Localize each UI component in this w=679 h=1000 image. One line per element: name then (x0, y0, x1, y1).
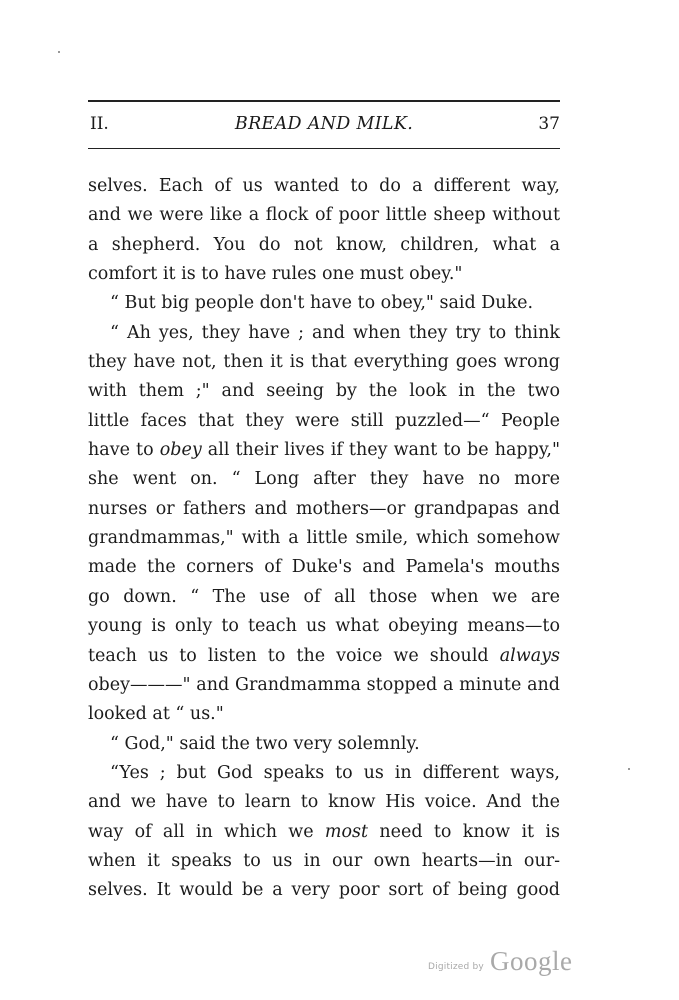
text-run: when it speaks to us in our own hearts—in our- (88, 850, 560, 871)
text-run: comfort it is to have rules one must obey." (88, 264, 463, 285)
text-line (88, 524, 560, 553)
text-line (88, 348, 560, 377)
text-run: need to know it is (368, 821, 560, 842)
text-run: nurses or fathers and mothers—or grandpapas and (88, 498, 560, 519)
text-line (88, 260, 560, 289)
page-speck (58, 51, 60, 53)
text-run: with them ;" and seeing by the look in the two (88, 381, 560, 402)
text-run: little faces that they were still puzzled—“ People (88, 410, 560, 431)
text-line (88, 730, 560, 759)
text-line (88, 818, 560, 847)
text-line (88, 495, 560, 524)
page-speck (628, 768, 630, 770)
chapter-title: BREAD AND MILK. (234, 114, 414, 134)
text-line (88, 553, 560, 582)
text-line (88, 201, 560, 230)
text-line (88, 319, 560, 348)
text-run: go down. “ The use of all those when we are (88, 586, 560, 607)
text-run: and we have to learn to know His voice. And the (88, 792, 560, 813)
text-line (88, 289, 560, 318)
body-text (88, 172, 560, 906)
text-run: and we were like a flock of poor little sheep without (88, 205, 560, 226)
text-line (88, 583, 560, 612)
text-run: “Yes ; but God speaks to us in different ways, (110, 762, 560, 783)
text-line (88, 876, 560, 905)
text-line (88, 612, 560, 641)
italic-text: obey (159, 440, 202, 461)
text-run: a shepherd. You do not know, children, what a (88, 234, 560, 255)
text-run: “ God," said the two very solemnly. (110, 733, 420, 754)
text-line (88, 759, 560, 788)
text-run: grandmammas," with a little smile, which somehow (88, 528, 560, 549)
header-bottom-rule (88, 148, 560, 149)
text-line (88, 671, 560, 700)
text-run: she went on. “ Long after they have no more (88, 469, 560, 490)
text-run: way of all in which we (88, 821, 325, 842)
italic-text: always (499, 645, 560, 666)
text-run: selves. It would be a very poor sort of being good (88, 880, 560, 901)
text-line (88, 436, 560, 465)
watermark-caption: Digitized by (428, 962, 484, 972)
text-run: teach us to listen to the voice we should (88, 645, 500, 666)
chapter-number: II. (90, 114, 109, 134)
text-line (88, 700, 560, 729)
text-run: made the corners of Duke's and Pamela's mouths (88, 557, 560, 578)
digitized-watermark (428, 948, 588, 980)
google-logo: Google (490, 946, 573, 976)
italic-text: most (324, 821, 369, 842)
text-line (88, 465, 560, 494)
text-line (88, 407, 560, 436)
text-run: have to (88, 440, 160, 461)
text-line (88, 377, 560, 406)
header-top-rule (88, 100, 560, 102)
text-line (88, 788, 560, 817)
text-run: obey———" and Grandmamma stopped a minute and (88, 674, 560, 695)
text-run: selves. Each of us wanted to do a different way, (88, 176, 560, 196)
running-header (88, 114, 560, 140)
text-run: young is only to teach us what obeying means—to (88, 616, 560, 637)
text-line (88, 642, 560, 671)
text-line (88, 231, 560, 260)
text-run: all their lives if they want to be happy," (201, 440, 560, 461)
text-run: looked at “ us." (88, 704, 224, 725)
text-run: “ Ah yes, they have ; and when they try to think (110, 322, 560, 343)
text-line (88, 847, 560, 876)
page-number: 37 (538, 114, 560, 134)
text-run: “ But big people don't have to obey," said Duke. (110, 293, 534, 314)
text-run: they have not, then it is that everything goes wrong (88, 352, 560, 373)
text-line (88, 172, 560, 201)
